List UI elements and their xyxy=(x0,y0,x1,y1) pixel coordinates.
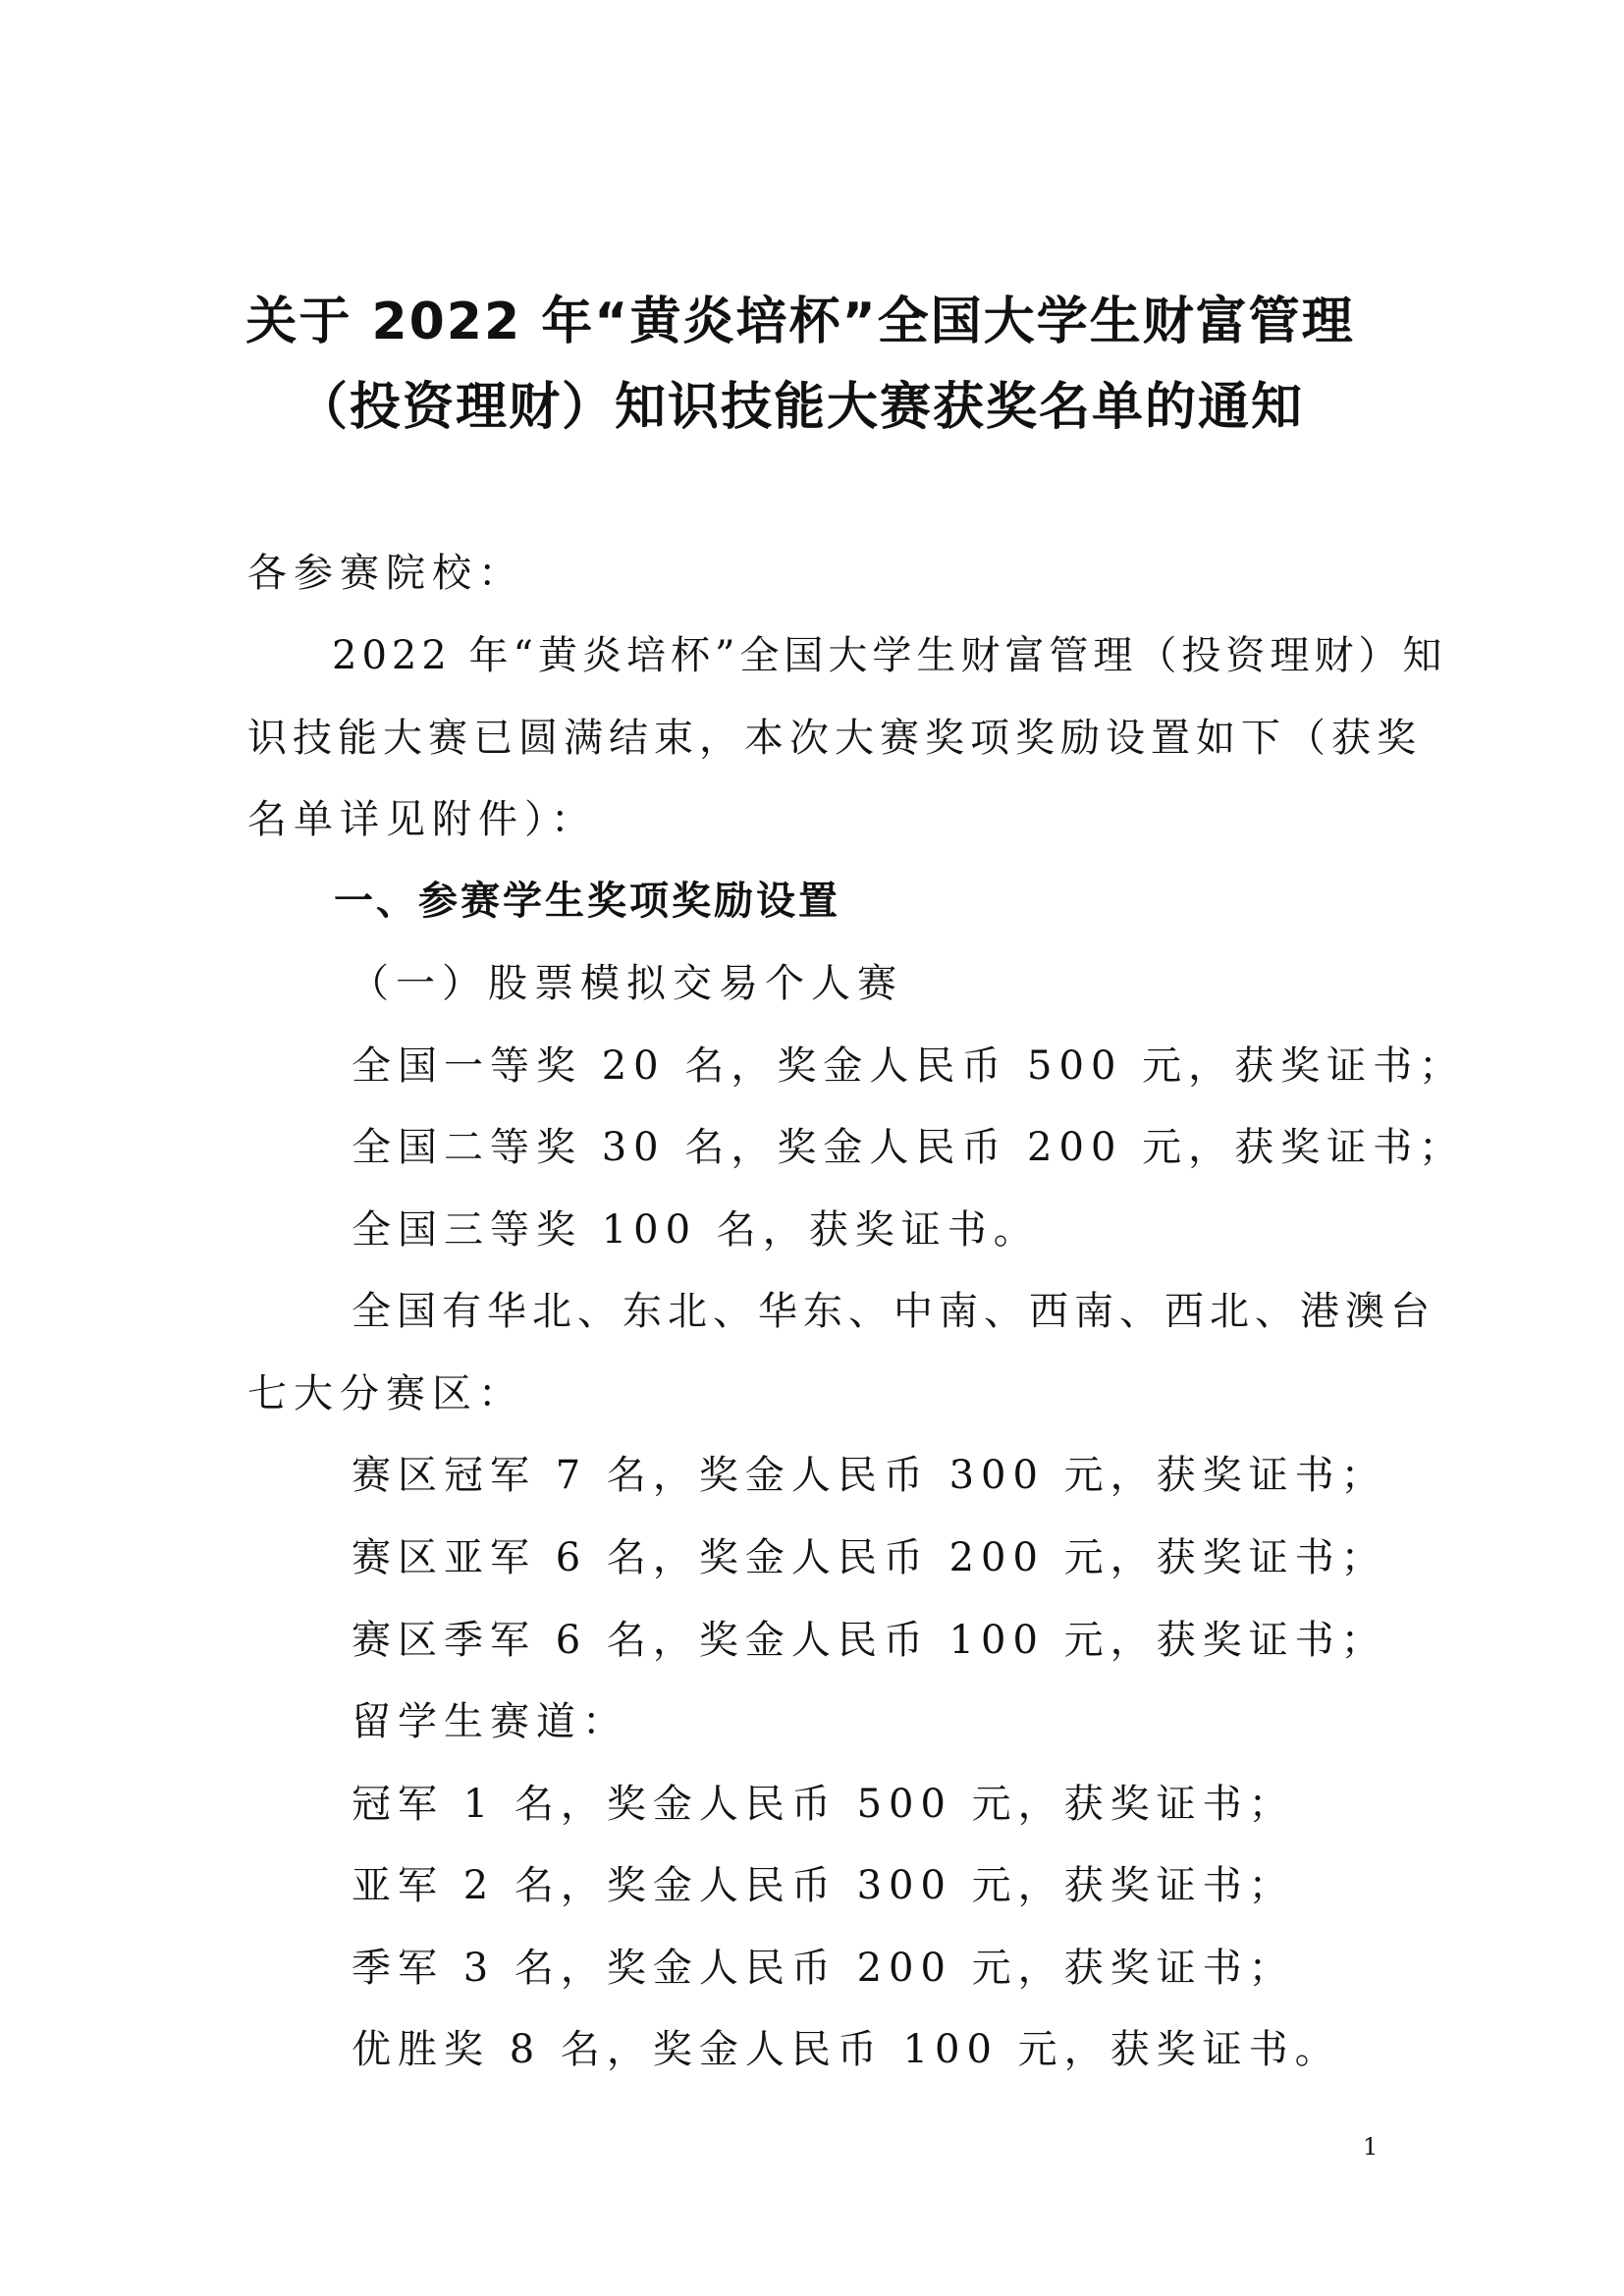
document-title-line-1: 关于 2022 年“黄炎培杯”全国大学生财富管理 xyxy=(245,293,1355,351)
national-prize-second: 全国二等奖 30 名，奖金人民币 200 元，获奖证书； xyxy=(352,1125,1466,1170)
intro-paragraph-line-1: 2022 年“黄炎培杯”全国大学生财富管理（投资理财）知 xyxy=(332,633,1447,678)
regional-prize-champion: 赛区冠军 7 名，奖金人民币 300 元，获奖证书； xyxy=(352,1453,1387,1498)
regional-prize-runner-up: 赛区亚军 6 名，奖金人民币 200 元，获奖证书； xyxy=(352,1535,1387,1580)
regional-prize-third: 赛区季军 6 名，奖金人民币 100 元，获奖证书； xyxy=(352,1618,1387,1663)
international-prize-merit: 优胜奖 8 名，奖金人民币 100 元，获奖证书。 xyxy=(352,2027,1341,2072)
intro-paragraph-line-3: 名单详见附件）： xyxy=(247,797,597,842)
national-prize-first: 全国一等奖 20 名，奖金人民币 500 元，获奖证书； xyxy=(352,1043,1466,1089)
regions-intro-line-1: 全国有华北、东北、华东、中南、西南、西北、港澳台 xyxy=(352,1289,1435,1334)
subsection-heading: （一）股票模拟交易个人赛 xyxy=(350,961,903,1006)
international-prize-runner-up: 亚军 2 名，奖金人民币 300 元，获奖证书； xyxy=(352,1863,1295,1908)
section-heading: 一、参赛学生奖项奖励设置 xyxy=(334,879,840,924)
international-prize-third: 季军 3 名，奖金人民币 200 元，获奖证书； xyxy=(352,1946,1295,1991)
international-track-label: 留学生赛道： xyxy=(352,1699,628,1744)
international-prize-champion: 冠军 1 名，奖金人民币 500 元，获奖证书； xyxy=(352,1782,1295,1827)
regions-intro-line-2: 七大分赛区： xyxy=(247,1371,524,1416)
salutation: 各参赛院校： xyxy=(247,551,524,596)
document-title-line-2: （投资理财）知识技能大赛获奖名单的通知 xyxy=(296,378,1304,437)
intro-paragraph-line-2: 识技能大赛已圆满结束，本次大赛奖项奖励设置如下（获奖 xyxy=(247,716,1422,761)
national-prize-third: 全国三等奖 100 名，获奖证书。 xyxy=(352,1207,1040,1253)
page-number: 1 xyxy=(1363,2133,1379,2161)
